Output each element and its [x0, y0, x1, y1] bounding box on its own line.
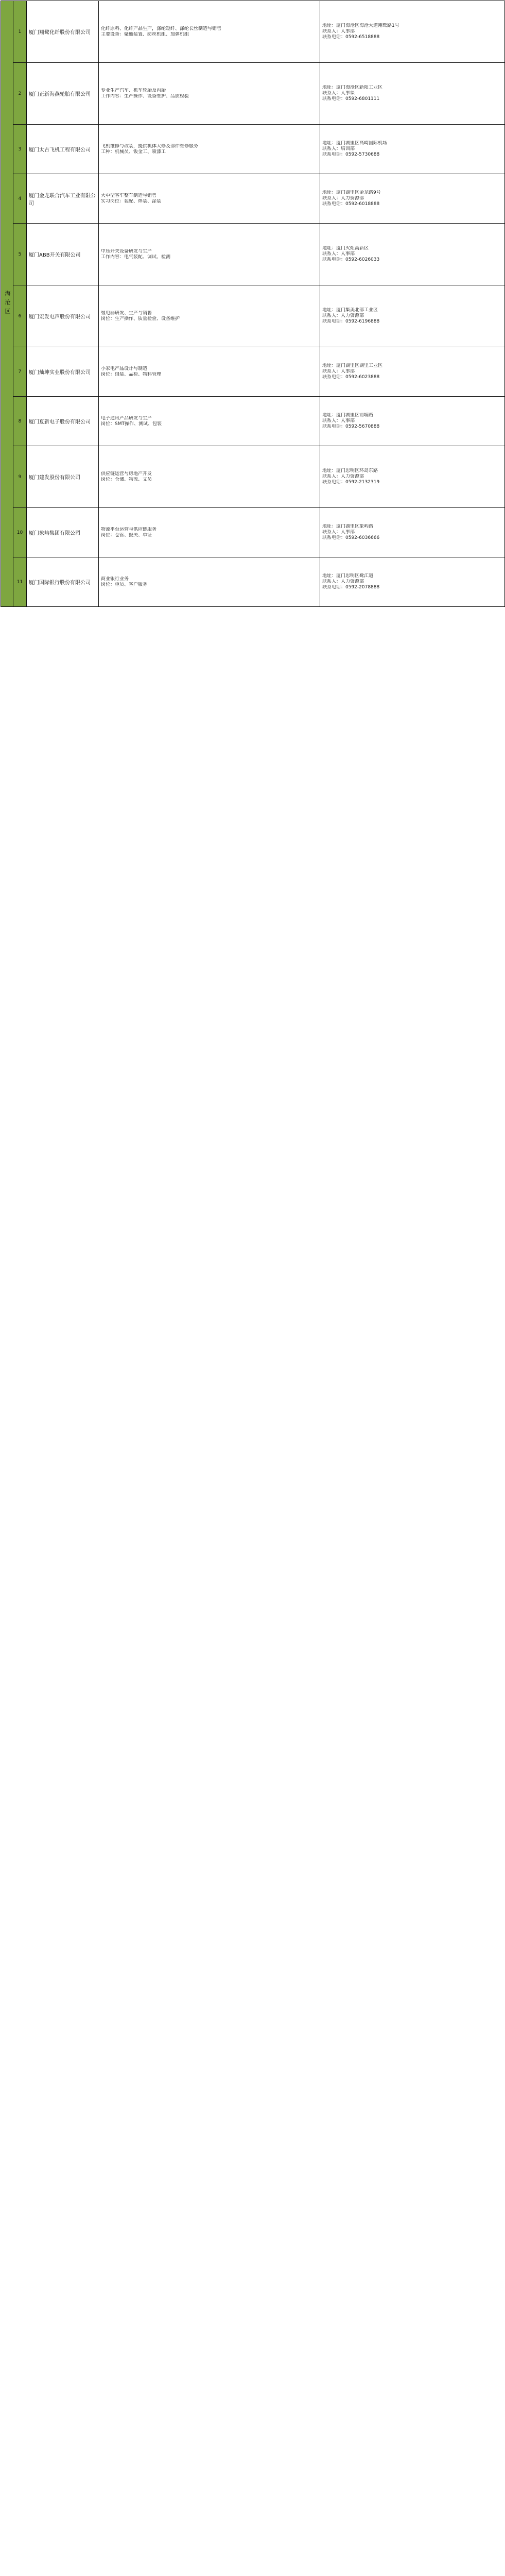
description-line: 大中型客车整车制造与销售	[101, 193, 157, 198]
table-row	[1, 397, 505, 446]
company-name: 厦门国际银行股份有限公司	[27, 557, 99, 607]
district-label: 海沧区	[4, 291, 11, 317]
company-name: 厦门夏新电子股份有限公司	[27, 397, 99, 446]
row-number: 1	[13, 1, 27, 63]
contact-line: 地址：厦门海沧区海沧大道翔鹭路1号	[322, 23, 399, 28]
contact-line: 地址：厦门火炬高新区	[322, 246, 369, 251]
company-name: 厦门正新海燕轮胎有限公司	[27, 63, 99, 125]
table-row	[1, 508, 505, 557]
contact-line: 地址：厦门湖里区湖里工业区	[322, 363, 383, 368]
row-number: 11	[13, 557, 27, 607]
company-contact	[320, 446, 505, 508]
table-row	[1, 285, 505, 347]
contact-line: 地址：厦门湖里区象屿路	[322, 524, 374, 529]
contact-line: 联系人：人力资源部	[322, 474, 364, 479]
company-contact	[320, 63, 505, 125]
company-description	[99, 125, 320, 174]
contact-line: 联系电话：0592-6023888	[322, 375, 380, 380]
description-line: 商业银行业务	[101, 576, 129, 582]
contact-line: 地址：厦门海沧区新阳工业区	[322, 85, 383, 90]
description-line: 岗位：仓管、报关、单证	[101, 532, 152, 538]
contact-line: 联系人：人事部	[322, 29, 355, 34]
row-number: 3	[13, 125, 27, 174]
company-description	[99, 285, 320, 347]
contact-line: 联系人：人事部	[322, 418, 355, 423]
table-row	[1, 125, 505, 174]
row-number: 10	[13, 508, 27, 557]
company-description	[99, 224, 320, 285]
company-contact	[320, 508, 505, 557]
company-contact	[320, 174, 505, 224]
contact-line: 联系人：人力资源部	[322, 313, 364, 318]
description-line: 工种：机械员、钣金工、喷漆工	[101, 149, 166, 155]
company-name: 厦门ABB开关有限公司	[27, 224, 99, 285]
company-name: 厦门象屿集团有限公司	[27, 508, 99, 557]
company-description	[99, 557, 320, 607]
contact-line: 地址：厦门湖里区前埔路	[322, 413, 374, 418]
description-line: 专业生产汽车、机车轮胎及内胎	[101, 88, 166, 93]
contact-line: 联系人：培训部	[322, 146, 355, 151]
description-line: 工作内容：电气装配、调试、检测	[101, 254, 171, 260]
contact-line: 地址：厦门思明区鹭江道	[322, 573, 374, 579]
row-number: 8	[13, 397, 27, 446]
description-line: 岗位：生产操作、质量检验、设备维护	[101, 316, 180, 321]
contact-line: 联系电话：0592-6018888	[322, 201, 380, 207]
company-contact	[320, 125, 505, 174]
contact-line: 联系电话：0592-5670888	[322, 424, 380, 429]
description-line: 电子通讯产品研发与生产	[101, 415, 152, 421]
description-line: 小家电产品设计与制造	[101, 366, 148, 371]
company-contact	[320, 224, 505, 285]
row-number: 5	[13, 224, 27, 285]
company-name: 厦门灿坤实业股份有限公司	[27, 347, 99, 397]
company-name: 厦门翔鹭化纤股份有限公司	[27, 1, 99, 63]
contact-line: 联系电话：0592-6196888	[322, 319, 380, 324]
contact-line: 联系电话：0592-5730688	[322, 152, 380, 157]
description-line: 供应链运营与房地产开发	[101, 471, 152, 477]
company-description	[99, 174, 320, 224]
company-name: 厦门太古飞机工程有限公司	[27, 125, 99, 174]
contact-line: 联系电话：0592-2132319	[322, 480, 380, 485]
contact-line: 地址：厦门湖里区金龙路9号	[322, 190, 381, 195]
company-contact	[320, 1, 505, 63]
row-number: 2	[13, 63, 27, 125]
table-row	[1, 557, 505, 607]
table-row	[1, 446, 505, 508]
contact-line: 联系电话：0592-6518888	[322, 35, 380, 40]
description-line: 岗位：仓储、物流、文员	[101, 477, 152, 482]
company-contact	[320, 347, 505, 397]
company-contact	[320, 397, 505, 446]
table-row	[1, 1, 505, 63]
contact-line: 联系人：人力资源部	[322, 579, 364, 584]
description-line: 岗位：柜员、客户服务	[101, 582, 148, 587]
description-line: 化纤原料、化纤产品生产，涤纶短纤、涤纶长丝制造与销售	[101, 26, 222, 31]
company-name: 厦门宏发电声股份有限公司	[27, 285, 99, 347]
contact-line: 联系电话：0592-6036666	[322, 535, 380, 540]
contact-line: 联系人：人事课	[322, 91, 355, 96]
company-description	[99, 1, 320, 63]
company-contact	[320, 285, 505, 347]
contact-line: 联系人：人事部	[322, 251, 355, 257]
company-description	[99, 397, 320, 446]
company-contact	[320, 557, 505, 607]
company-description	[99, 347, 320, 397]
company-name: 厦门金龙联合汽车工业有限公司	[27, 174, 99, 224]
company-description	[99, 508, 320, 557]
description-line: 飞机维修与改装，提供机体大修及部件维修服务	[101, 143, 199, 149]
district-cell	[1, 1, 13, 607]
contact-line: 地址：厦门湖里区高崎国际机场	[322, 141, 388, 146]
company-description	[99, 446, 320, 508]
description-line: 岗位：组装、品检、物料管理	[101, 371, 162, 377]
description-line: 岗位：SMT操作、测试、包装	[101, 421, 162, 427]
row-number: 4	[13, 174, 27, 224]
contact-line: 地址：厦门集美北部工业区	[322, 308, 378, 313]
row-number: 9	[13, 446, 27, 508]
contact-line: 联系人：人事部	[322, 530, 355, 535]
row-number: 7	[13, 347, 27, 397]
contact-line: 地址：厦门思明区环岛东路	[322, 468, 378, 473]
contact-line: 联系人：人力资源部	[322, 196, 364, 201]
row-number: 6	[13, 285, 27, 347]
company-name: 厦门建发股份有限公司	[27, 446, 99, 508]
table-row	[1, 347, 505, 397]
contact-line: 联系电话：0592-6026033	[322, 257, 380, 262]
table-row	[1, 63, 505, 125]
table-row	[1, 174, 505, 224]
description-line: 工作内容：生产操作、设备维护、品质检验	[101, 93, 189, 99]
table-row	[1, 224, 505, 285]
description-line: 主要设备：聚酯装置、纺丝机组、加弹机组	[101, 31, 189, 37]
contact-line: 联系电话：0592-2078888	[322, 585, 380, 590]
description-line: 中压开关设备研发与生产	[101, 248, 152, 254]
company-description	[99, 63, 320, 125]
contact-line: 联系人：人事部	[322, 369, 355, 374]
company-table	[1, 1, 504, 2576]
description-line: 继电器研发、生产与销售	[101, 310, 152, 316]
description-line: 实习岗位：装配、焊装、涂装	[101, 198, 162, 204]
contact-line: 联系电话：0592-6801111	[322, 96, 380, 101]
description-line: 物流平台运营与供应链服务	[101, 527, 157, 532]
